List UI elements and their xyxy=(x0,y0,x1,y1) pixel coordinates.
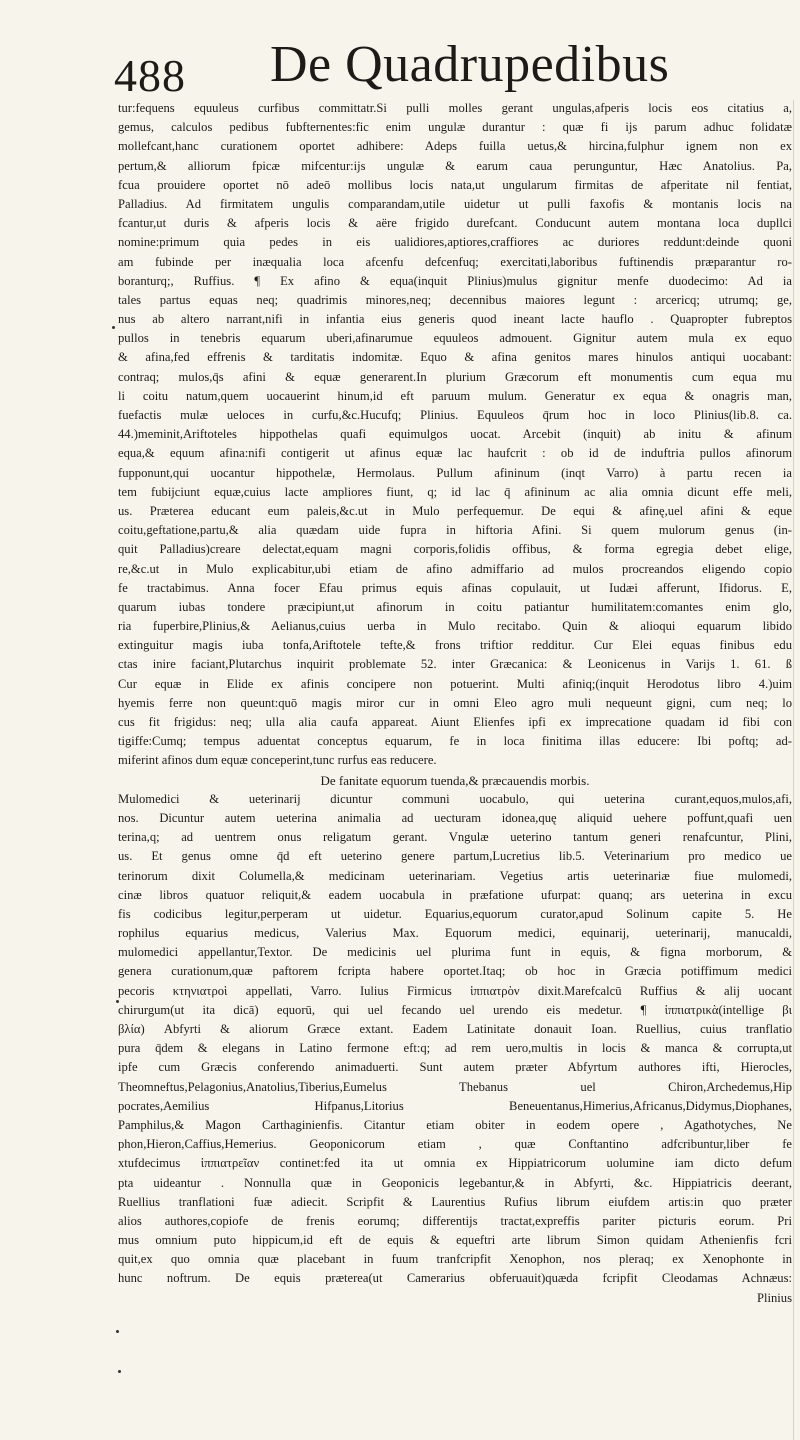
margin-mark xyxy=(118,1370,121,1373)
text-line: pocrates,Aemilius Hifpanus,Litorius Beneuentanus,Himerius,Africanus,Didymus,Diophanes, xyxy=(118,1098,792,1113)
text-line: pecoris κτηνιατροὶ appellati, Varro. Iulius Firmicus ἱππιατρὸν dixit.Marefcalcū Ruffius & alij uocant xyxy=(118,983,792,998)
text-line: pertum,& alliorum fpicæ mifcentur:ijs ungulæ & earum caua perunguntur, Hæc Anatolius. Pa, xyxy=(118,158,792,173)
text-line: alios authores,copiofe de frenis eorumq; differentijs tractat,expreffis pariter picturis eorum. Pri xyxy=(118,1213,792,1228)
text-line: equa,& equum afina:nifi contigerit ut afinus equæ lac haufcrit : ob id de induftria pullos afinorum xyxy=(118,446,792,461)
section-heading: De fanitate equorum tuenda,& præcauendis morbis. xyxy=(320,772,590,788)
running-title: De Quadrupedibus xyxy=(270,36,670,93)
main-text xyxy=(118,99,792,1308)
text-line: Pamphilus,& Magon Carthaginienfis. Citantur etiam obiter in eodem opere , Agathotyches, Ne xyxy=(118,1117,792,1132)
text-line: pura q̄dem & elegans in Latino fermone eft:q; ad rem uero,multis in locis & manca & corrupta,ut xyxy=(118,1041,792,1056)
text-line: chirurgum(ut ita dicā) equorū, qui uel fecando uel urendo eis medetur. ¶ ἱππιατρικὰ(intellige βι xyxy=(118,1002,792,1017)
text-line: Ruellius tranflationi fuæ adiecit. Scripfit & Laurentius Rufius librum eiufdem artis:in quo præter xyxy=(118,1194,792,1209)
catchword: Plinius xyxy=(757,1290,792,1305)
text-line: fe tractabimus. Anna focer Efau primus equis afinas copulauit, ut Iudæi afferunt, Ifidorus. E, xyxy=(118,580,792,595)
text-line: nomine:primum quia pedes in eis ualidiores,aptiores,craffiores ac duriores reddunt:deinde quoni xyxy=(118,235,792,250)
text-line: tigiffe:Cumq; tempus aduentat conceptus equarum, fe in loca finitima illas educere: Ibi poftq; ad- xyxy=(118,734,792,749)
text-line: fcua prouidere oportet nō adeō mollibus locis nata,ut ungularum firmitas de afperitate nil fentiat, xyxy=(118,177,792,192)
text-line: extinguitur magis iuba tonfa,Ariftotele tefte,& frons triftior redditur. Cur Elei equas finibus edu xyxy=(118,638,792,653)
text-line: genera curationum,quæ paftorem fcripta habere oportet.Itaq; ob hoc in Græcia potiffimum medici xyxy=(118,964,792,979)
text-line: ipfe cum Græcis conferendo animaduerti. Sunt autem præter Abfyrtum authores ifti, Hierocles, xyxy=(118,1060,792,1075)
margin-mark xyxy=(112,326,115,329)
text-line: hyemis ferre non queunt:quō magis miror cur in omni Eleo agro muli nequeunt gigni, cum neq; lo xyxy=(118,695,792,710)
text-line: fupponunt,qui uocantur hippothelæ, Hermolaus. Pullum afininum (inqt Varro) à partu recen ia xyxy=(118,465,792,480)
text-line: nus ab altero narrant,nifi in infantia eius generis quod ineant lacte hauflo . Quapropter fubreptos xyxy=(118,312,792,327)
text-line: Cur equæ in Elide ex afinis concipere non potuerint. Multi afiniq;(inquit Herodotus libro 4.)uim xyxy=(118,676,792,691)
text-line: mollefcant,hanc curationem oportet adhibere: Adeps fuilla uetus,& hircina,fulphur ignem non ex xyxy=(118,139,792,154)
text-line: rophilus equarius medicus, Valerius Max. Equorum medici, equinarij, ueterinarij, manucaldi, xyxy=(118,926,792,941)
text-line: am fubinde per inæqualia loca afcenfu defcenfuq; exercitati,laboribus fuftinendis præparantur ro- xyxy=(118,254,792,269)
text-line: li coitu natum,quem uocauerint hinum,id eft paruum mulum. Generatur ex equa & onagris man, xyxy=(118,388,792,403)
text-line: quarum iubas tondere præcipiunt,ut afinorum in coitu patiantur humilitatem:comantes enim glo, xyxy=(118,599,792,614)
text-line: fuefactis mulæ ueloces in curfu,&c.Hucufq; Plinius. Equuleos q̄rum hoc in loco Plinius(lib.8. ca. xyxy=(118,408,792,422)
text-line: miferint afinos dum equæ conceperint,tunc rurfus eas reducere. xyxy=(118,753,437,768)
text-line: fcantur,ut duris & afperis locis & aëre frigido durefcant. Conducunt autem montana loca dupllci xyxy=(118,216,792,231)
page-edge-shadow xyxy=(793,100,794,1440)
text-line: tales partus equas neq; quadrimis minores,neq; decennibus maiores legunt : arcericq; utrumq; ge, xyxy=(118,292,792,307)
text-line: tur:fequens equuleus curfibus committatr.Si pulli molles gerant ungulas,afperis locis eos citatius a, xyxy=(118,101,792,115)
text-line: βλία) Abfyrti & aliorum Græce extant. Eadem Latinitate donauit Ioan. Ruellius, cuius tranflatio xyxy=(118,1022,792,1036)
text-line: re,&c.ut in Mulo explicabitur,ubi etiam de afino admiffario ad mulos procreandos eligendo copio xyxy=(118,561,792,576)
text-line: phon,Hieron,Caffius,Hemerius. Geoponicorum etiam , quæ Conftantino adfcribuntur,liber fe xyxy=(118,1137,792,1152)
text-line: nos. Dicuntur autem ueterina animalia ad uecturam idonea,quę aliquid uehere poffunt,quafi uen xyxy=(118,810,792,825)
text-line: & afina,fed effrenis & tarditatis indomitæ. Equo & afina genitos mares hinulos antiqui uocabant: xyxy=(118,350,792,365)
text-line: terina,q; ad uentrem onus religatum gerant. Vngulæ ueterino tantum generi renafcuntur, Plini, xyxy=(118,830,792,845)
text-line: hunc noftrum. De equis præterea(ut Camerarius obferuauit)quæda fcripfit Cleodamas Achnæus: xyxy=(118,1271,792,1286)
text-line: pullos in tenebris equarum uberi,afinarumue equuleos admouent. Gignitur autem mula ex equo xyxy=(118,331,792,346)
text-line: mulomedici appellantur,Textor. De medicinis uel plurima funt in equis, & figna morborum, & xyxy=(118,945,792,960)
text-line: 44.)meminit,Ariftoteles hippothelas quafi equimulgos uocat. Arcebit (inquit) ab initu & afinum xyxy=(118,427,792,442)
text-line: quit,ex quo omnia quæ placebant in fuum tranfcripfit Xenophon, nos pleraq; ex Xenophonte in xyxy=(118,1252,792,1267)
text-line: us. Et genus omne q̄d eft ueterino genere partum,Lucretius lib.5. Veterinarium pro medico ue xyxy=(118,849,792,864)
text-line: boranturq;, Ruffius. ¶ Ex afino & equa(inquit Plinius)mulus gignitur menfe duodecimo: Ad ia xyxy=(118,273,792,288)
page-number: 488 xyxy=(114,50,186,101)
text-line: gemus, calculos pedibus fubfternentes:fic enim ungulæ durantur : quæ fi ijs parum adhuc folidatæ xyxy=(118,120,792,135)
margin-mark xyxy=(116,1330,119,1333)
margin-mark xyxy=(116,1000,119,1003)
text-line: fis codicibus legitur,perperam ut uidetur. Equarius,equorum curator,apud Solinum capite 5. He xyxy=(118,906,792,921)
text-line: ctas inire faciant,Plutarchus inquirit problemate 52. inter Græcanica: & Leonicenus in Varijs 1. 61. ß xyxy=(118,657,792,672)
text-line: pta uideantur . Nonnulla quæ in Geoponicis legebantur,& in Abfyrti, &c. Hippiatricis deerant, xyxy=(118,1175,792,1190)
text-line: Theomneftus,Pelagonius,Anatolius,Tiberius,Eumelus Thebanus uel Chiron,Archedemus,Hip xyxy=(118,1079,792,1094)
text-line: mus omnium puto hippicum,id eft de equis & equeftri arte librum Simon quidam Athenienfis fcri xyxy=(118,1233,792,1248)
text-line: xtufdecimus ἱππιατρεῖαν continet:fed ita ut omnia ex Hippiatricorum uolumine iam dicto defum xyxy=(118,1156,792,1171)
text-line: quit Palladius)creare delectat,equam magni corporis,folidis offibus, & forma egregia debet elige, xyxy=(118,542,792,557)
text-line: tem fubijciunt equæ,cuius lacte ampliores fiunt, q; id lac q̄ afininum ac alia omnia dicunt effe meli, xyxy=(118,484,792,499)
text-line: Palladius. Ad firmitatem ungulis comparandam,utile uidetur ut pulli faxofis & montanis locis na xyxy=(118,196,792,211)
text-line: terinorum dixit Columella,& medicinam ueterinariam. Vegetius artis ueterinariæ fiue mulomedi, xyxy=(118,868,792,883)
text-line: us. Præterea educant eum paleis,&c.ut in Mulo perfequemur. De equi & afinę,uel afini & eque xyxy=(118,503,792,518)
text-line: cus fit frigidus: neq; ulla alia caufa appareat. Aiunt Elienfes ipfi ex imprecatione quadam id fibi con xyxy=(118,715,792,729)
text-line: Mulomedici & ueterinarij dicuntur communi uocabulo, qui ueterina curant,equos,mulos,afi, xyxy=(118,791,792,806)
text-line: contraq; mulos,q̄s afini & equæ generarent.In plurium Græcorum eft monumentis cum equa mu xyxy=(118,369,792,384)
text-line: ria fuperbire,Plinius,& Aelianus,cuius uerba in Mulo recitabo. Quin & alioqui equarum libido xyxy=(118,619,792,634)
text-line: coitu,geftatione,partu,& alia quædam uide fupra in hiftoria Afini. Si quem mulorum genus (in- xyxy=(118,523,792,538)
page-header xyxy=(110,36,790,106)
text-line: cinæ libros quatuor reliquit,& eadem uocabula in præfatione ufurpat: quanq; ars ueterina in excu xyxy=(118,887,792,902)
